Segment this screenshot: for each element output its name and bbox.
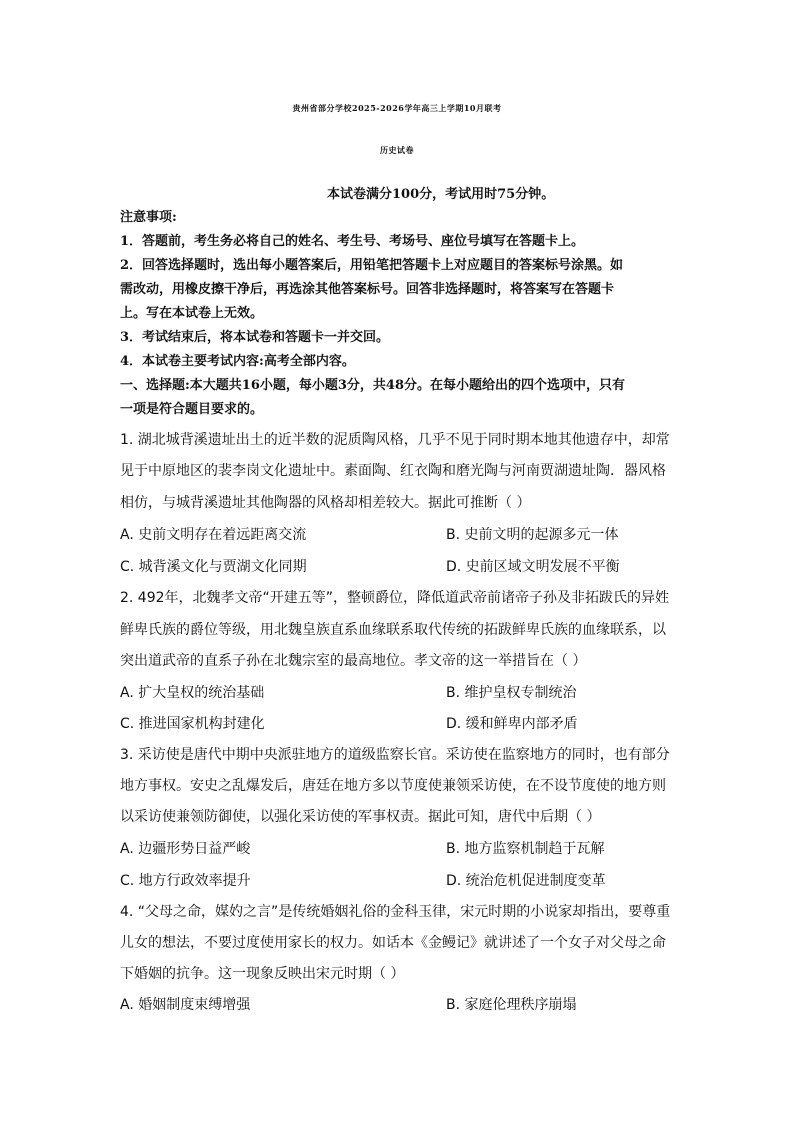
- question-1-line-3: 相仿，与城背溪遗址其他陶器的风格却相差较大。据此可推断（ ）: [120, 495, 531, 511]
- question-3-option-a: A. 边疆形势日益严峻: [120, 841, 251, 857]
- question-2-option-a: A. 扩大皇权的统治基础: [120, 685, 265, 701]
- section-1-heading-line-1: 一、选择题:本大题共16小题，每小题3分，共48分。在每小题给出的四个选项中，只有: [120, 378, 626, 393]
- question-1-option-c: C. 城背溪文化与贾湖文化同期: [120, 559, 307, 575]
- exam-title: 贵州省部分学校2025-2026学年高三上学期10月联考: [292, 103, 502, 113]
- question-3-option-b: B. 地方监察机制趋于瓦解: [446, 841, 605, 857]
- question-2-line-2: 鲜卑氏族的爵位等级，用北魏皇族直系血缘联系取代传统的拓跋鲜卑氏族的血缘联系，以: [120, 622, 666, 638]
- note-item-3: 3．考试结束后，将本试卷和答题卡一并交回。: [120, 330, 390, 345]
- question-2-line-1: 2. 492年，北魏孝文帝“开建五等”，整顿爵位，降低道武帝前诸帝子孙及非拓跋氏的异姓: [120, 590, 670, 606]
- question-2-line-3: 突出道武帝的直系子孙在北魏宗室的最高地位。孝文帝的这一举措旨在（ ）: [120, 653, 587, 669]
- question-3-line-2: 地方事权。安史之乱爆发后，唐廷在地方多以节度使兼领采访使，在不设节度使的地方则: [120, 778, 666, 794]
- question-2-option-d: D. 缓和鲜卑内部矛盾: [446, 716, 578, 732]
- question-2-option-b: B. 维护皇权专制统治: [446, 685, 577, 701]
- note-item-4: 4．本试卷主要考试内容:高考全部内容。: [120, 354, 355, 369]
- question-4-line-3: 下婚姻的抗争。这一现象反映出宋元时期（ ）: [120, 966, 405, 982]
- note-item-2-line-2: 需改动，用橡皮擦干净后，再选涂其他答案标号。回答非选择题时，将答案写在答题卡: [120, 282, 615, 297]
- question-4-option-b: B. 家庭伦理秩序崩塌: [446, 997, 577, 1013]
- note-item-2-line-3: 上。写在本试卷上无效。: [120, 306, 264, 321]
- question-1-option-b: B. 史前文明的起源多元一体: [446, 527, 619, 543]
- exam-score-time-note: 本试卷满分100分，考试用时75分钟。: [327, 187, 555, 202]
- notes-heading: 注意事项:: [120, 210, 177, 225]
- question-1-option-d: D. 史前区域文明发展不平衡: [446, 559, 620, 575]
- question-3-option-c: C. 地方行政效率提升: [120, 873, 251, 889]
- question-1-line-1: 1. 湖北城背溪遗址出土的近半数的泥质陶风格，几乎不见于同时期本地其他遗存中，却常: [120, 432, 670, 448]
- question-3-line-1: 3. 采访使是唐代中期中央派驻地方的道级监察长官。采访使在监察地方的同时，也有部分: [120, 747, 670, 763]
- question-4-option-a: A. 婚姻制度束缚增强: [120, 997, 251, 1013]
- question-1-line-2: 见于中原地区的裴李岗文化遗址中。素面陶、红衣陶和磨光陶与河南贾湖遗址陶．器风格: [120, 463, 666, 479]
- question-2-option-c: C. 推进国家机构封建化: [120, 716, 265, 732]
- exam-subject-title: 历史试卷: [380, 145, 414, 155]
- question-3-option-d: D. 统治危机促进制度变革: [446, 873, 606, 889]
- note-item-2-line-1: 2．回答选择题时，选出每小题答案后，用铅笔把答题卡上对应题目的答案标号涂黑。如: [120, 258, 624, 273]
- section-1-heading-line-2: 一项是符合题目要求的。: [120, 402, 264, 417]
- question-4-line-2: 儿女的想法，不要过度使用家长的权力。如话本《金鳗记》就讲述了一个女子对父母之命: [120, 935, 666, 951]
- question-4-line-1: 4. “父母之命，媒妁之言”是传统婚姻礼俗的金科玉律，宋元时期的小说家却指出，要尊重: [120, 904, 671, 920]
- note-item-1: 1．答题前，考生务必将自己的姓名、考生号、考场号、座位号填写在答题卡上。: [120, 234, 585, 249]
- question-1-option-a: A. 史前文明存在着远距离交流: [120, 527, 307, 543]
- question-3-line-3: 以采访使兼领防御使，以强化采访使的军事权责。据此可知，唐代中后期（ ）: [120, 809, 601, 825]
